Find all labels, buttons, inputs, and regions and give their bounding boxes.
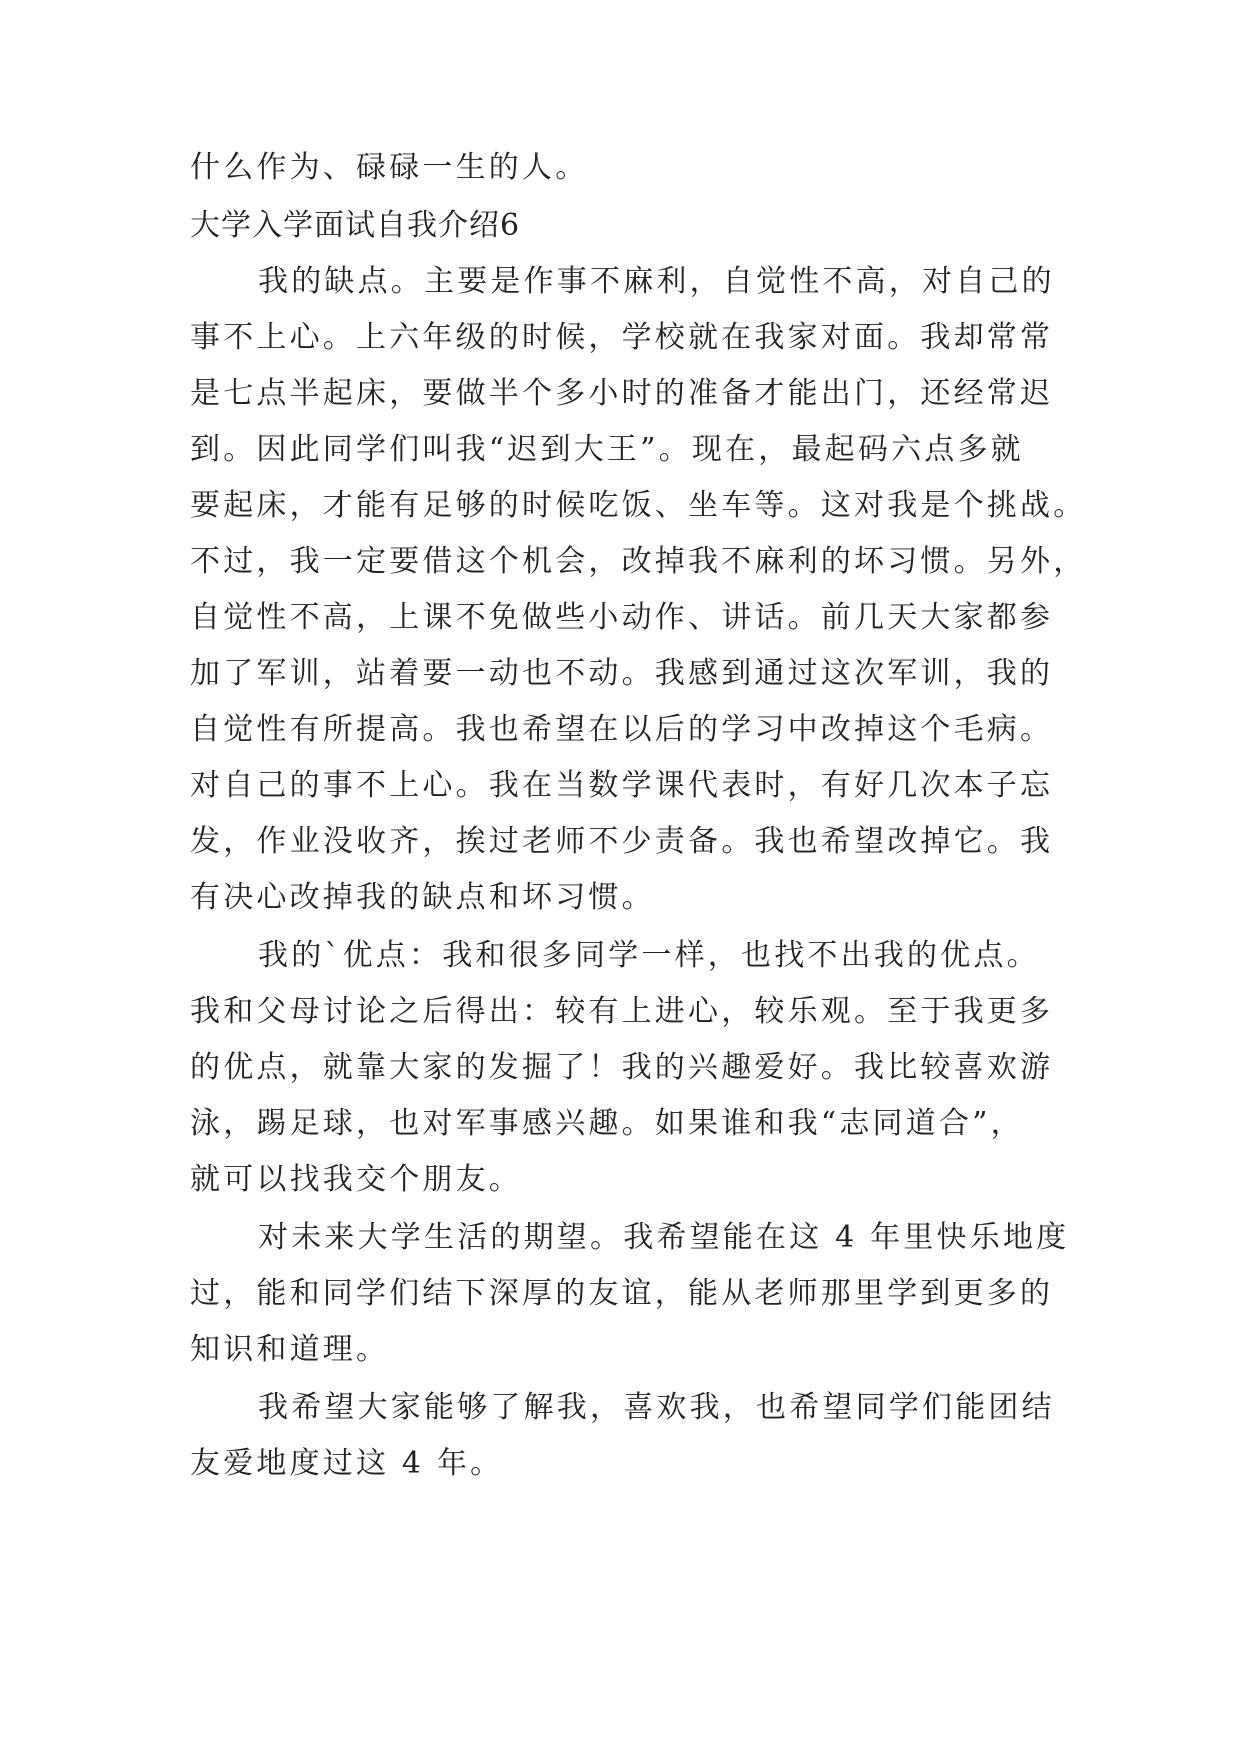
paragraph-line: 我希望大家能够了解我，喜欢我，也希望同学们能团结	[258, 1390, 1055, 1425]
paragraph-line: 不过，我一定要借这个机会，改掉我不麻利的坏习惯。另外，	[190, 544, 1087, 579]
paragraph-line: 我和父母讨论之后得出：较有上进心，较乐观。至于我更多	[190, 994, 1054, 1029]
paragraph-line: 到。因此同学们叫我“迟到大王”。现在，最起码六点多就	[190, 432, 1024, 467]
paragraph-line: 自觉性有所提高。我也希望在以后的学习中改掉这个毛病。	[190, 712, 1054, 747]
paragraph-line: 泳，踢足球，也对军事感兴趣。如果谁和我“志同道合”，	[190, 1106, 1024, 1141]
paragraph-line: 就可以找我交个朋友。	[190, 1162, 522, 1197]
paragraph-line: 加了军训，站着要一动也不动。我感到通过这次军训，我的	[190, 656, 1054, 691]
paragraph-line: 的优点，就靠大家的发掘了！我的兴趣爱好。我比较喜欢游	[190, 1050, 1054, 1085]
section-heading: 大学入学面试自我介绍6	[190, 208, 521, 243]
paragraph-line: 我的缺点。主要是作事不麻利，自觉性不高，对自己的	[258, 264, 1055, 299]
paragraph-line: 对自己的事不上心。我在当数学课代表时，有好几次本子忘	[190, 768, 1054, 803]
paragraph-line: 友爱地度过这 4 年。	[190, 1446, 504, 1481]
paragraph-line: 事不上心。上六年级的时候，学校就在我家对面。我却常常	[190, 320, 1054, 355]
paragraph-line: 什么作为、碌碌一生的人。	[190, 150, 589, 185]
paragraph-line: 我的`优点：我和很多同学一样，也找不出我的优点。	[258, 938, 1040, 973]
paragraph-line: 自觉性不高，上课不免做些小动作、讲话。前几天大家都参	[190, 600, 1054, 635]
paragraph-line: 是七点半起床，要做半个多小时的准备才能出门，还经常迟	[190, 376, 1054, 411]
paragraph-line: 知识和道理。	[190, 1332, 390, 1367]
paragraph-line: 有决心改掉我的缺点和坏习惯。	[190, 880, 655, 915]
paragraph-line: 发，作业没收齐，挨过老师不少责备。我也希望改掉它。我	[190, 824, 1054, 859]
paragraph-line: 过，能和同学们结下深厚的友谊，能从老师那里学到更多的	[190, 1276, 1054, 1311]
paragraph-line: 要起床，才能有足够的时候吃饭、坐车等。这对我是个挑战。	[190, 488, 1087, 523]
paragraph-line: 对未来大学生活的期望。我希望能在这 4 年里快乐地度	[258, 1220, 1070, 1255]
